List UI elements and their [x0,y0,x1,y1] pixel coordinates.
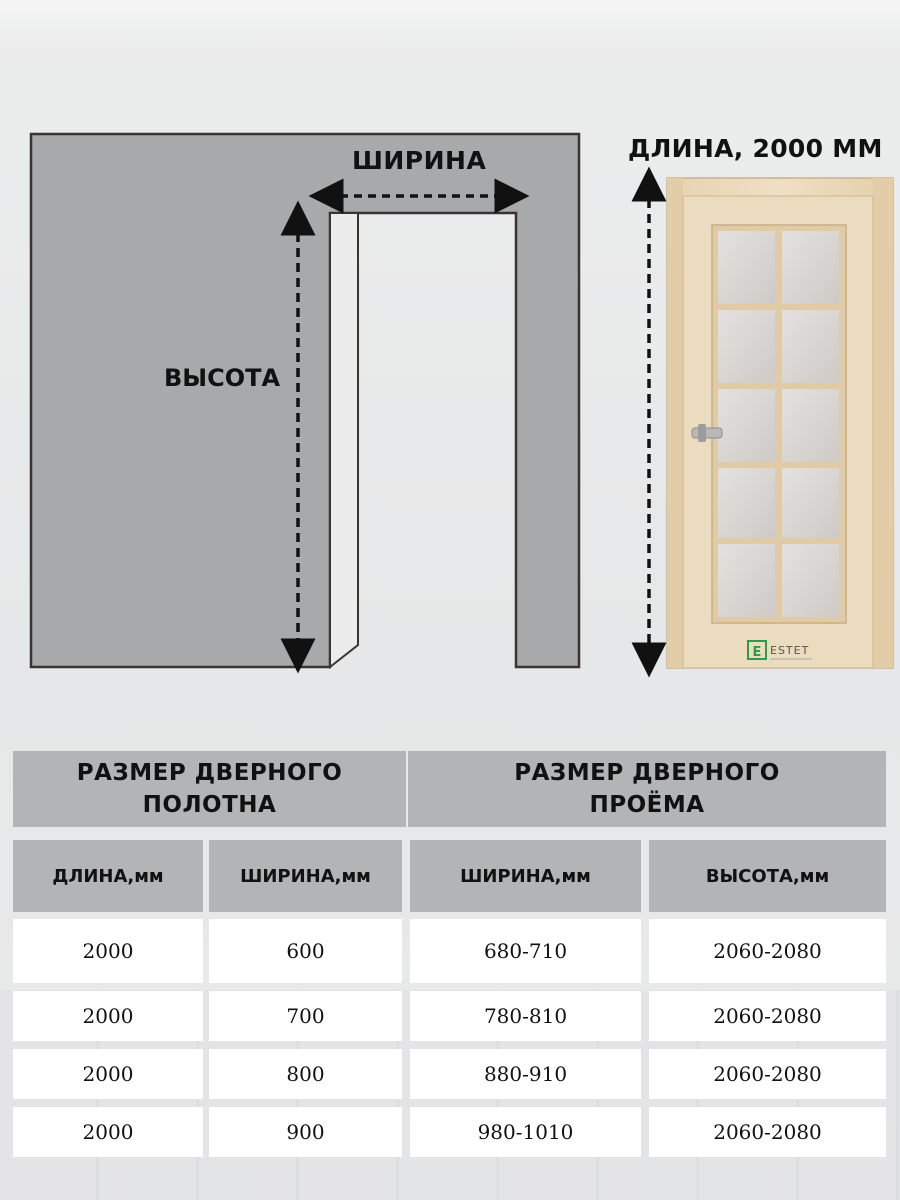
table-cell: 2060-2080 [649,919,886,983]
size-table [13,751,886,1161]
table-cell: 900 [209,1107,402,1157]
opening-jamb [330,213,358,667]
table-group-header-leaf: РАЗМЕР ДВЕРНОГО ПОЛОТНА [13,751,406,827]
table-group-header-opening: РАЗМЕР ДВЕРНОГО ПРОЁМА [408,751,886,827]
table-cell: 600 [209,919,402,983]
table-cell: 980-1010 [410,1107,641,1157]
column-header-leaf-width: ШИРИНА,мм [209,840,402,912]
table-cell: 880-910 [410,1049,641,1099]
door-image [667,178,893,668]
column-header-length: ДЛИНА,мм [13,840,203,912]
table-cell: 2060-2080 [649,1107,886,1157]
table-cell: 700 [209,991,402,1041]
table-cell: 800 [209,1049,402,1099]
door-handle [692,428,722,438]
height-label: ВЫСОТА [164,364,281,392]
table-cell: 2000 [13,991,203,1041]
brand-logo-letter: E [752,645,762,660]
table-cell: 2000 [13,919,203,983]
table-cell: 2000 [13,1049,203,1099]
column-header-opening-height: ВЫСОТА,мм [649,840,886,912]
table-cell: 2060-2080 [649,991,886,1041]
column-header-opening-width: ШИРИНА,мм [410,840,641,912]
table-cell: 2000 [13,1107,203,1157]
table-cell: 680-710 [410,919,641,983]
table-cell: 780-810 [410,991,641,1041]
brand-logo-name: ESTET [770,644,810,657]
width-label: ШИРИНА [352,146,487,175]
length-label: ДЛИНА, 2000 ММ [628,134,883,163]
table-cell: 2060-2080 [649,1049,886,1099]
